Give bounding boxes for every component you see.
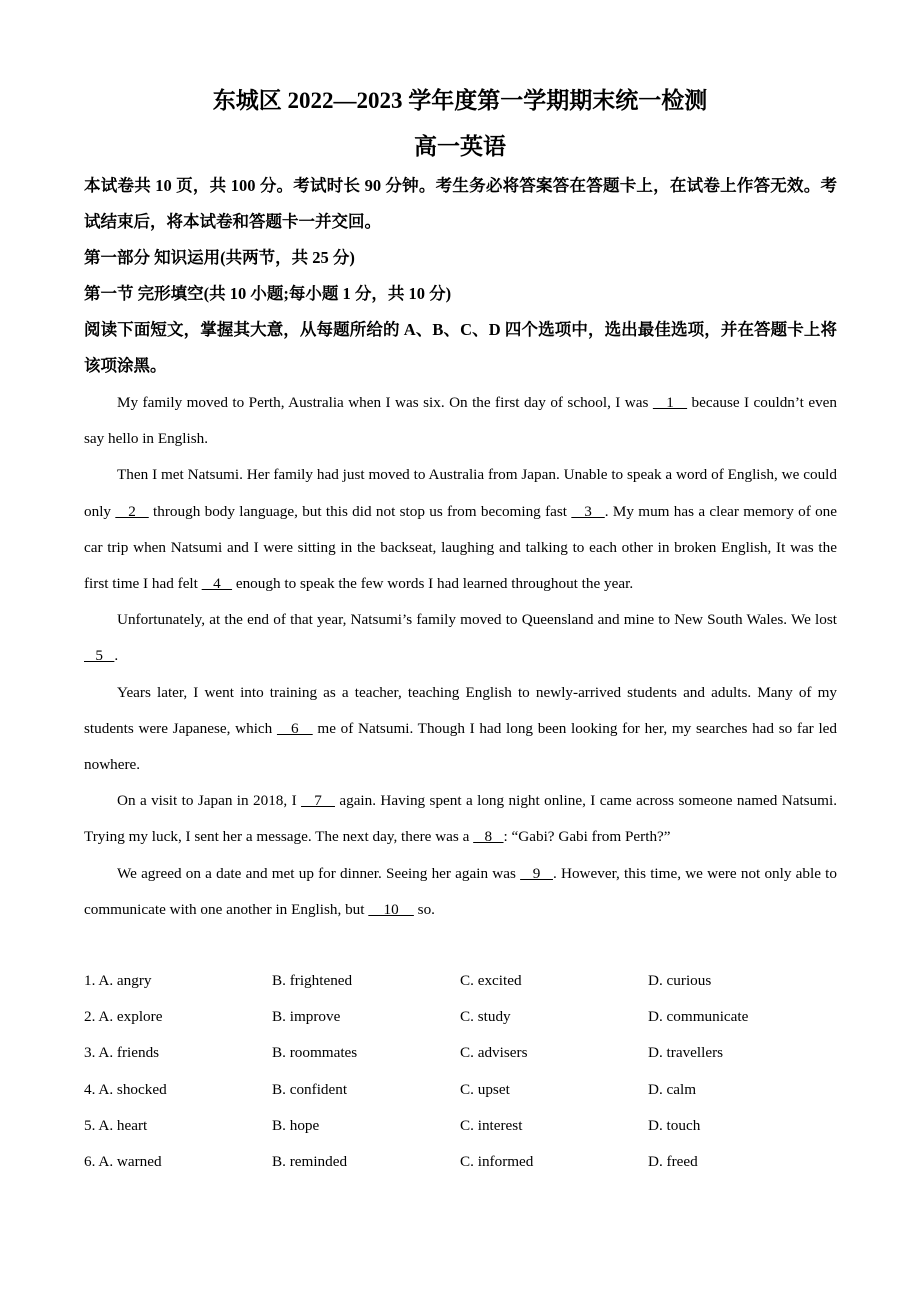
passage-text: . bbox=[114, 647, 119, 665]
option-choice: D. communicate bbox=[648, 1008, 749, 1026]
question-options-row bbox=[84, 963, 844, 999]
passage-text: My family moved to Perth, Australia when I was six. On the first day of school, I was bbox=[117, 394, 653, 411]
cloze-blank: 5 bbox=[84, 647, 115, 665]
passage-text: because I couldn’t even say hello in English. bbox=[84, 394, 837, 448]
passage-text: We agreed on a date and met up for dinner. Seeing her again was bbox=[117, 864, 521, 882]
passage-text: so. bbox=[413, 900, 435, 918]
passage-text: On a visit to Japan in 2018, I bbox=[117, 792, 302, 810]
passage-paragraph bbox=[84, 856, 837, 928]
option-choice: B. roommates bbox=[272, 1044, 358, 1062]
option-choice: 5. A. heart bbox=[84, 1116, 148, 1134]
cloze-blank: 8 bbox=[473, 828, 504, 846]
option-choice: C. informed bbox=[460, 1153, 534, 1171]
option-choice: 2. A. explore bbox=[84, 1008, 163, 1026]
passage-paragraph bbox=[84, 602, 837, 674]
passage-text: Years later, I went into training as a teacher, teaching English to newly-arrived students and adults. Many of my students were Japanese, which bbox=[84, 683, 837, 737]
option-choice: 4. A. shocked bbox=[84, 1080, 167, 1098]
cloze-blank: 7 bbox=[301, 792, 335, 810]
exam-subtitle: 高一英语 bbox=[414, 134, 506, 159]
passage-text: me of Natsumi. Though I had long been looking for her, my searches had so far led nowhere. bbox=[84, 719, 837, 774]
exam-title: 东城区 2022—2023 学年度第一学期期末统一检测 bbox=[212, 88, 708, 113]
option-choice: B. hope bbox=[272, 1116, 320, 1134]
cloze-passage bbox=[84, 385, 837, 928]
option-choice: C. upset bbox=[460, 1080, 510, 1098]
cloze-blank: 3 bbox=[571, 502, 605, 520]
passage-text: . However, this time, we were not only able to communicate with one another in English, but bbox=[84, 864, 837, 918]
passage-paragraph bbox=[84, 385, 837, 457]
passage-paragraph bbox=[84, 457, 837, 602]
question-options-row bbox=[84, 999, 844, 1035]
exam-instructions: 本试卷共 10 页，共 100 分。考试时长 90 分钟。考生务必将答案答在答题卡上，在试卷上作答无效。考试结束后，将本试卷和答题卡一并交回。 bbox=[84, 176, 837, 231]
cloze-blank: 2 bbox=[115, 502, 149, 520]
question-options-row bbox=[84, 1108, 844, 1144]
answer-options bbox=[84, 963, 844, 1180]
option-choice: C. advisers bbox=[460, 1044, 528, 1062]
option-choice: D. calm bbox=[648, 1080, 697, 1098]
passage-text: again. Having spent a long night online, I came across someone named Natsumi. Trying my luck, I sent her a message. The next day, there was a bbox=[84, 792, 837, 846]
cloze-blank: 1 bbox=[652, 394, 688, 411]
passage-paragraph bbox=[84, 675, 837, 784]
option-choice: D. curious bbox=[648, 972, 712, 989]
passage-text: through body language, but this did not stop us from becoming fast bbox=[148, 502, 572, 520]
section-heading: 第一节 完形填空(共 10 小题;每小题 1 分，共 10 分) bbox=[84, 284, 452, 303]
option-choice: 1. A. angry bbox=[84, 972, 152, 989]
option-choice: B. confident bbox=[272, 1080, 348, 1098]
cloze-blank: 4 bbox=[201, 575, 233, 593]
passage-paragraph bbox=[84, 783, 837, 855]
part-heading: 第一部分 知识运用(共两节，共 25 分) bbox=[84, 248, 355, 267]
option-choice: 6. A. warned bbox=[84, 1153, 162, 1171]
question-options-row bbox=[84, 1072, 844, 1108]
option-choice: B. improve bbox=[272, 1008, 341, 1026]
cloze-blank: 9 bbox=[520, 864, 553, 882]
cloze-blank: 10 bbox=[368, 900, 414, 918]
cloze-blank: 6 bbox=[276, 719, 313, 737]
section-instruction: 阅读下面短文，掌握其大意，从每题所给的 A、B、C、D 四个选项中，选出最佳选项，并在答题卡上将该项涂黑。 bbox=[84, 320, 837, 375]
option-choice: B. reminded bbox=[272, 1153, 348, 1171]
question-options-row bbox=[84, 1035, 844, 1071]
option-choice: C. excited bbox=[460, 972, 522, 989]
passage-text: enough to speak the few words I had learned throughout the year. bbox=[232, 575, 634, 593]
option-choice: C. study bbox=[460, 1008, 511, 1026]
option-choice: D. freed bbox=[648, 1153, 698, 1171]
option-choice: D. touch bbox=[648, 1116, 701, 1134]
option-choice: 3. A. friends bbox=[84, 1044, 160, 1062]
passage-text: . My mum has a clear memory of one car trip when Natsumi and I were sitting in the backseat, laughing and talking to each other in broken English, It was the first time I had felt bbox=[84, 502, 837, 593]
option-choice: C. interest bbox=[460, 1116, 523, 1134]
passage-text: Unfortunately, at the end of that year, Natsumi’s family moved to Queensland and mine to New South Wales. We lost bbox=[117, 611, 837, 629]
option-choice: D. travellers bbox=[648, 1044, 724, 1062]
question-options-row bbox=[84, 1144, 844, 1180]
passage-text: Then I met Natsumi. Her family had just moved to Australia from Japan. Unable to speak a word of English, we could only bbox=[84, 466, 837, 520]
passage-text: : “Gabi? Gabi from Perth?” bbox=[503, 828, 671, 846]
option-choice: B. frightened bbox=[272, 972, 353, 989]
